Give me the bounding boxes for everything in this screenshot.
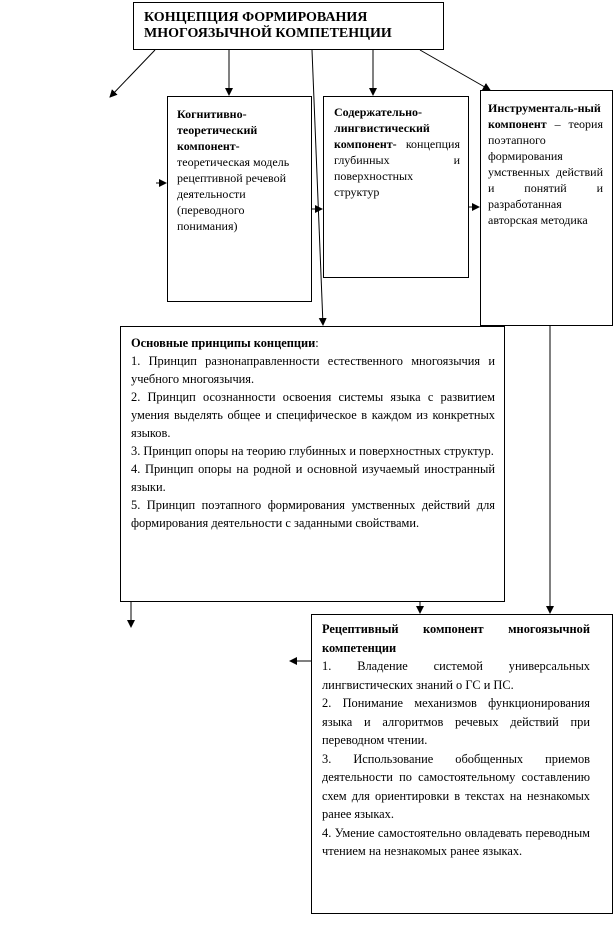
principle-item: 4. Принцип опоры на родной и основной изучаемый иностранный языки. bbox=[131, 462, 495, 494]
instrumental-heading: Инструменталь-ный компонент bbox=[488, 101, 601, 131]
cognitive-heading: Когнитивно-теоретический компонент- bbox=[177, 107, 258, 153]
principles-text bbox=[131, 334, 495, 532]
receptive-item: 3. Использование обобщенных приемов деятельности по самостоятельному составлению схем для ориентировки в текстах на незнакомых ранее языках. bbox=[322, 751, 590, 821]
content-heading: Содержательно-лингвистический компонент- bbox=[334, 105, 430, 151]
receptive-component-text bbox=[322, 620, 590, 861]
receptive-heading bbox=[322, 620, 590, 657]
principles-heading-line bbox=[131, 334, 495, 352]
principles-heading: Основные принципы концепции bbox=[131, 336, 316, 350]
receptive-item: 4. Умение самостоятельно овладевать переводным чтением на незнакомых ранее языках. bbox=[322, 825, 590, 858]
receptive-item: 2. Понимание механизмов функционирования языка и алгоритмов речевых действий при переводном чтении. bbox=[322, 696, 590, 747]
diagram-title: КОНЦЕПЦИЯ ФОРМИРОВАНИЯ МНОГОЯЗЫЧНОЙ КОМПЕТЕНЦИИ bbox=[144, 10, 392, 41]
principles-heading-suffix: : bbox=[315, 336, 319, 350]
receptive-item: 1. Владение системой универсальных лингвистических знаний о ГС и ПС. bbox=[322, 659, 590, 692]
instrumental-component-text bbox=[488, 100, 603, 228]
arrow-title-left bbox=[110, 50, 155, 97]
content-component-text bbox=[334, 104, 460, 200]
arrow-title-principles bbox=[312, 50, 323, 325]
receptive-heading-text: Рецептивный компонент многоязычной компетенции bbox=[322, 622, 590, 655]
cognitive-body: теоретическая модель рецептивной речевой деятельности (переводного понимания) bbox=[177, 155, 290, 233]
principle-item: 3. Принцип опоры на теорию глубинных и поверхностных структур. bbox=[131, 444, 494, 458]
cognitive-component-text bbox=[177, 106, 305, 234]
receptive-clip bbox=[311, 614, 613, 912]
principle-item: 5. Принцип поэтапного формирования умственных действий для формирования деятельности с заданными свойствами. bbox=[131, 498, 495, 530]
principle-item: 1. Принцип разнонаправленности естественного многоязычия и учебного многоязычия. bbox=[131, 354, 495, 386]
instrumental-body: – теория поэтапного формирования умственных действий и понятий и разработанная авторская методика bbox=[488, 117, 603, 227]
arrow-title-instrumental bbox=[420, 50, 490, 90]
content-body: концепция глубинных и поверхностных структур bbox=[334, 137, 460, 199]
principle-item: 2. Принцип осознанности освоения системы языка с развитием умения выделять общее и специфическое в каждом из конкретных языков. bbox=[131, 390, 495, 440]
